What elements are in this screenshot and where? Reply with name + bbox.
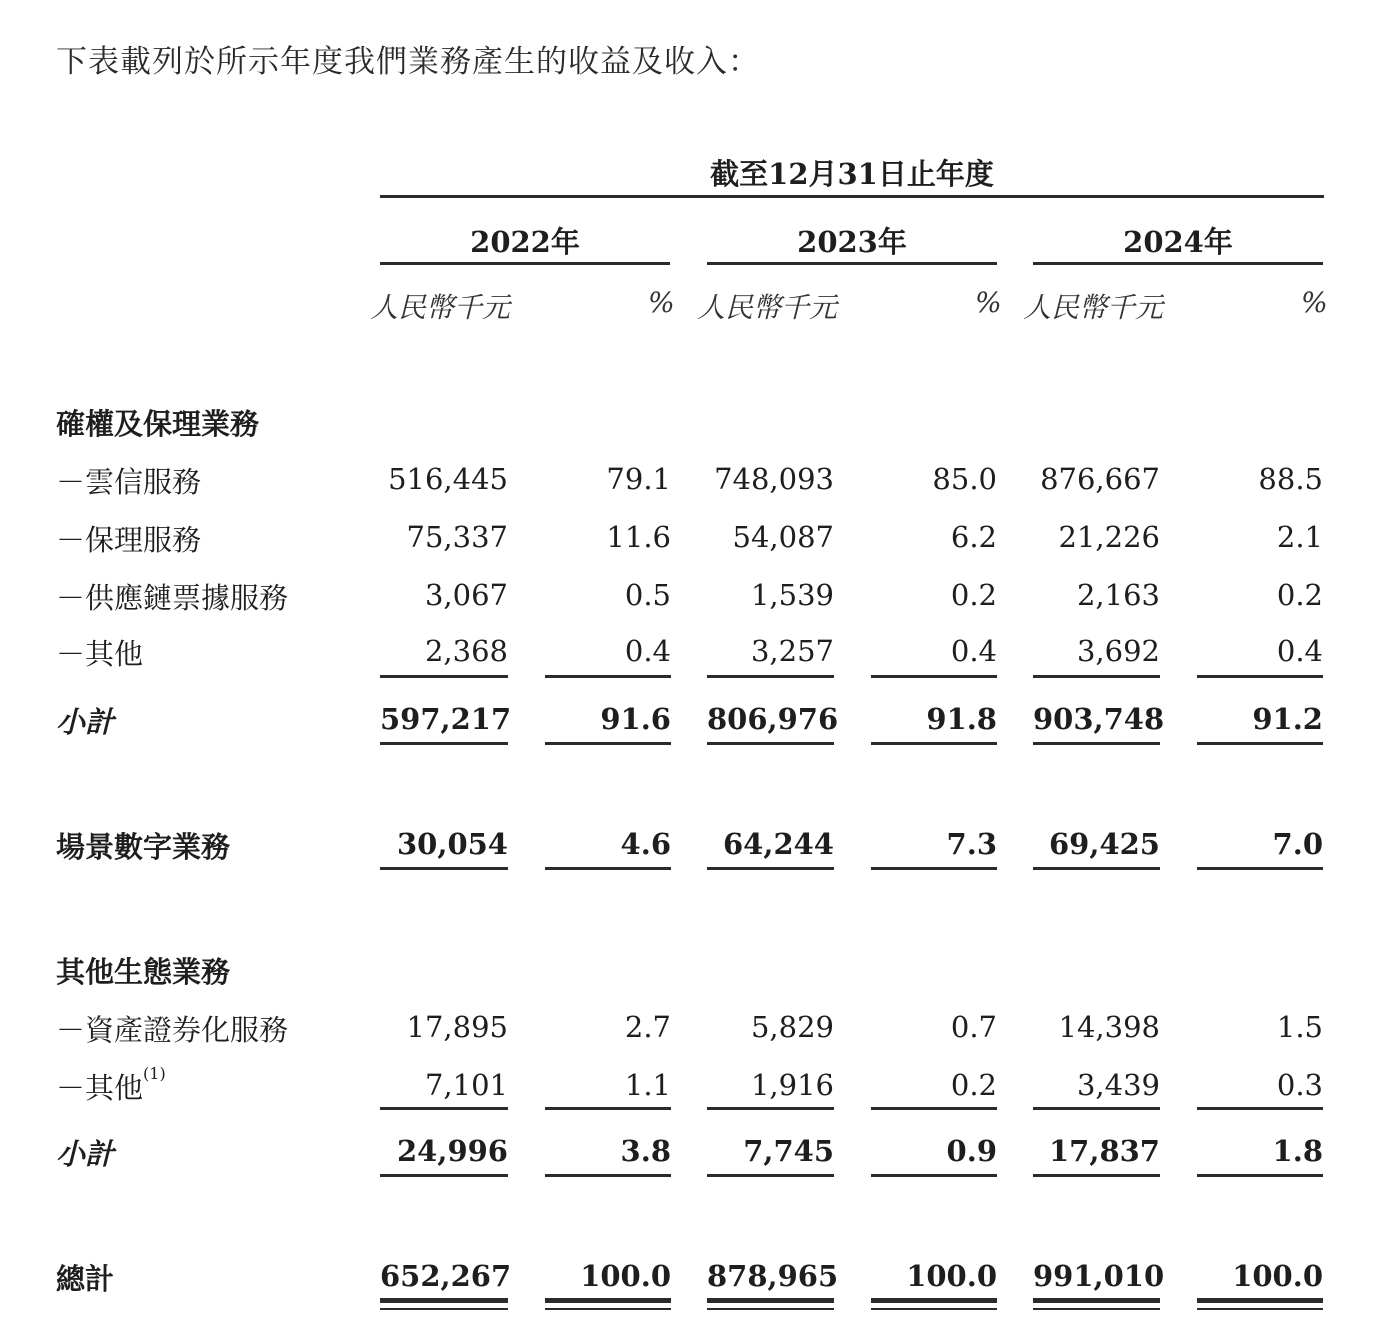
column-rule xyxy=(871,1174,997,1177)
cell-amount-2024: 14,398 xyxy=(1058,1010,1160,1044)
cell-amount-2022: 516,445 xyxy=(388,462,508,496)
row-label: －雲信服務 xyxy=(56,465,202,499)
cell-amount-2022: 597,217 xyxy=(380,702,512,736)
column-rule xyxy=(545,867,671,870)
intro-text: 下表載列於所示年度我們業務產生的收益及收入： xyxy=(56,44,760,80)
subtotal-label: 小計 xyxy=(56,705,115,739)
cell-amount-2022: 2,368 xyxy=(424,634,508,668)
cell-pct-2023: 0.9 xyxy=(946,1134,997,1168)
unit-amount-2023: 人民幣千元 xyxy=(697,291,838,324)
cell-amount-2023: 806,976 xyxy=(707,702,839,736)
column-rule xyxy=(380,742,508,745)
row-label xyxy=(56,1066,166,1107)
cell-pct-2024: 1.8 xyxy=(1272,1134,1323,1168)
double-rule xyxy=(871,1298,997,1303)
cell-amount-2023: 748,093 xyxy=(714,462,834,496)
column-rule xyxy=(871,867,997,870)
column-rule xyxy=(380,1174,508,1177)
column-rule xyxy=(707,742,834,745)
column-rule xyxy=(545,1107,671,1110)
double-rule xyxy=(707,1308,834,1310)
column-rule xyxy=(1033,675,1160,678)
cell-amount-2022: 7,101 xyxy=(424,1068,508,1102)
footnote-marker: (1) xyxy=(143,1064,166,1083)
cell-pct-2022: 91.6 xyxy=(600,702,671,736)
cell-pct-2024: 91.2 xyxy=(1252,702,1323,736)
cell-amount-2023: 3,257 xyxy=(750,634,834,668)
cell-amount-2022: 17,895 xyxy=(406,1010,508,1044)
cell-pct-2022: 100.0 xyxy=(580,1259,671,1293)
cell-pct-2024: 0.3 xyxy=(1276,1068,1323,1102)
year-rule-2024 xyxy=(1033,262,1323,265)
double-rule xyxy=(707,1298,834,1303)
cell-pct-2023: 100.0 xyxy=(906,1259,997,1293)
row-label: －供應鏈票據服務 xyxy=(56,581,289,615)
period-header: 截至12月31日止年度 xyxy=(710,157,994,191)
year-rule-2023 xyxy=(707,262,997,265)
year-header-2024: 2024年 xyxy=(1123,225,1233,259)
year-rule-2022 xyxy=(380,262,670,265)
cell-amount-2024: 2,163 xyxy=(1076,578,1160,612)
row-label: －資產證券化服務 xyxy=(56,1013,289,1047)
cell-pct-2022: 79.1 xyxy=(606,462,671,496)
column-rule xyxy=(707,1174,834,1177)
cell-amount-2022: 30,054 xyxy=(397,827,508,861)
cell-amount-2024: 69,425 xyxy=(1049,827,1160,861)
cell-amount-2024: 991,010 xyxy=(1033,1259,1165,1293)
column-rule xyxy=(707,675,834,678)
column-rule xyxy=(1033,1174,1160,1177)
cell-pct-2022: 4.6 xyxy=(620,827,671,861)
double-rule xyxy=(871,1308,997,1310)
unit-pct-2023: % xyxy=(975,286,1002,319)
period-rule xyxy=(380,195,1324,198)
double-rule xyxy=(1033,1298,1160,1303)
cell-pct-2023: 0.4 xyxy=(950,634,997,668)
cell-amount-2022: 652,267 xyxy=(380,1259,512,1293)
section-title: 場景數字業務 xyxy=(56,830,231,864)
cell-amount-2023: 64,244 xyxy=(723,827,834,861)
year-header-2023: 2023年 xyxy=(797,225,907,259)
cell-pct-2023: 0.2 xyxy=(950,578,997,612)
double-rule xyxy=(545,1298,671,1303)
cell-amount-2023: 1,916 xyxy=(750,1068,834,1102)
cell-amount-2023: 7,745 xyxy=(743,1134,834,1168)
column-rule xyxy=(1197,1174,1323,1177)
row-label: －其他 xyxy=(56,637,144,671)
column-rule xyxy=(380,675,508,678)
column-rule xyxy=(380,867,508,870)
cell-pct-2024: 0.2 xyxy=(1276,578,1323,612)
cell-amount-2024: 21,226 xyxy=(1058,520,1160,554)
cell-pct-2024: 88.5 xyxy=(1258,462,1323,496)
cell-amount-2024: 876,667 xyxy=(1040,462,1160,496)
cell-pct-2022: 0.4 xyxy=(624,634,671,668)
cell-pct-2024: 7.0 xyxy=(1272,827,1323,861)
column-rule xyxy=(707,867,834,870)
double-rule xyxy=(380,1298,508,1303)
double-rule xyxy=(1033,1308,1160,1310)
cell-pct-2023: 85.0 xyxy=(932,462,997,496)
year-header-2022: 2022年 xyxy=(470,225,580,259)
column-rule xyxy=(380,1107,508,1110)
cell-pct-2022: 11.6 xyxy=(606,520,671,554)
column-rule xyxy=(1033,1107,1160,1110)
double-rule xyxy=(545,1308,671,1310)
section-title: 其他生態業務 xyxy=(56,955,231,989)
unit-amount-2024: 人民幣千元 xyxy=(1023,291,1164,324)
unit-pct-2022: % xyxy=(648,286,675,319)
cell-pct-2024: 100.0 xyxy=(1232,1259,1323,1293)
cell-pct-2023: 0.2 xyxy=(950,1068,997,1102)
column-rule xyxy=(1197,867,1323,870)
cell-amount-2024: 903,748 xyxy=(1033,702,1165,736)
cell-pct-2023: 7.3 xyxy=(946,827,997,861)
cell-amount-2023: 5,829 xyxy=(750,1010,834,1044)
cell-pct-2024: 1.5 xyxy=(1276,1010,1323,1044)
subtotal-label: 小計 xyxy=(56,1137,115,1171)
total-label: 總計 xyxy=(56,1262,115,1296)
column-rule xyxy=(1197,675,1323,678)
column-rule xyxy=(1197,1107,1323,1110)
cell-amount-2024: 17,837 xyxy=(1049,1134,1160,1168)
section-title: 確權及保理業務 xyxy=(56,407,260,441)
cell-pct-2023: 91.8 xyxy=(926,702,997,736)
cell-pct-2022: 2.7 xyxy=(624,1010,671,1044)
cell-pct-2023: 0.7 xyxy=(950,1010,997,1044)
cell-pct-2022: 0.5 xyxy=(624,578,671,612)
double-rule xyxy=(1197,1298,1323,1303)
cell-pct-2023: 6.2 xyxy=(950,520,997,554)
column-rule xyxy=(871,1107,997,1110)
column-rule xyxy=(707,1107,834,1110)
cell-amount-2022: 3,067 xyxy=(424,578,508,612)
double-rule xyxy=(380,1308,508,1310)
column-rule xyxy=(545,742,671,745)
column-rule xyxy=(1197,742,1323,745)
cell-amount-2024: 3,439 xyxy=(1076,1068,1160,1102)
cell-amount-2023: 54,087 xyxy=(732,520,834,554)
row-label-text: －其他 xyxy=(56,1071,144,1105)
column-rule xyxy=(1033,867,1160,870)
cell-pct-2024: 2.1 xyxy=(1276,520,1323,554)
unit-amount-2022: 人民幣千元 xyxy=(370,291,511,324)
unit-pct-2024: % xyxy=(1301,286,1328,319)
column-rule xyxy=(545,1174,671,1177)
column-rule xyxy=(871,742,997,745)
cell-pct-2022: 1.1 xyxy=(624,1068,671,1102)
double-rule xyxy=(1197,1308,1323,1310)
column-rule xyxy=(871,675,997,678)
cell-pct-2022: 3.8 xyxy=(620,1134,671,1168)
column-rule xyxy=(545,675,671,678)
cell-amount-2022: 75,337 xyxy=(406,520,508,554)
cell-amount-2024: 3,692 xyxy=(1076,634,1160,668)
cell-amount-2023: 878,965 xyxy=(707,1259,839,1293)
cell-amount-2023: 1,539 xyxy=(750,578,834,612)
row-label: －保理服務 xyxy=(56,523,202,557)
cell-amount-2022: 24,996 xyxy=(397,1134,508,1168)
column-rule xyxy=(1033,742,1160,745)
cell-pct-2024: 0.4 xyxy=(1276,634,1323,668)
